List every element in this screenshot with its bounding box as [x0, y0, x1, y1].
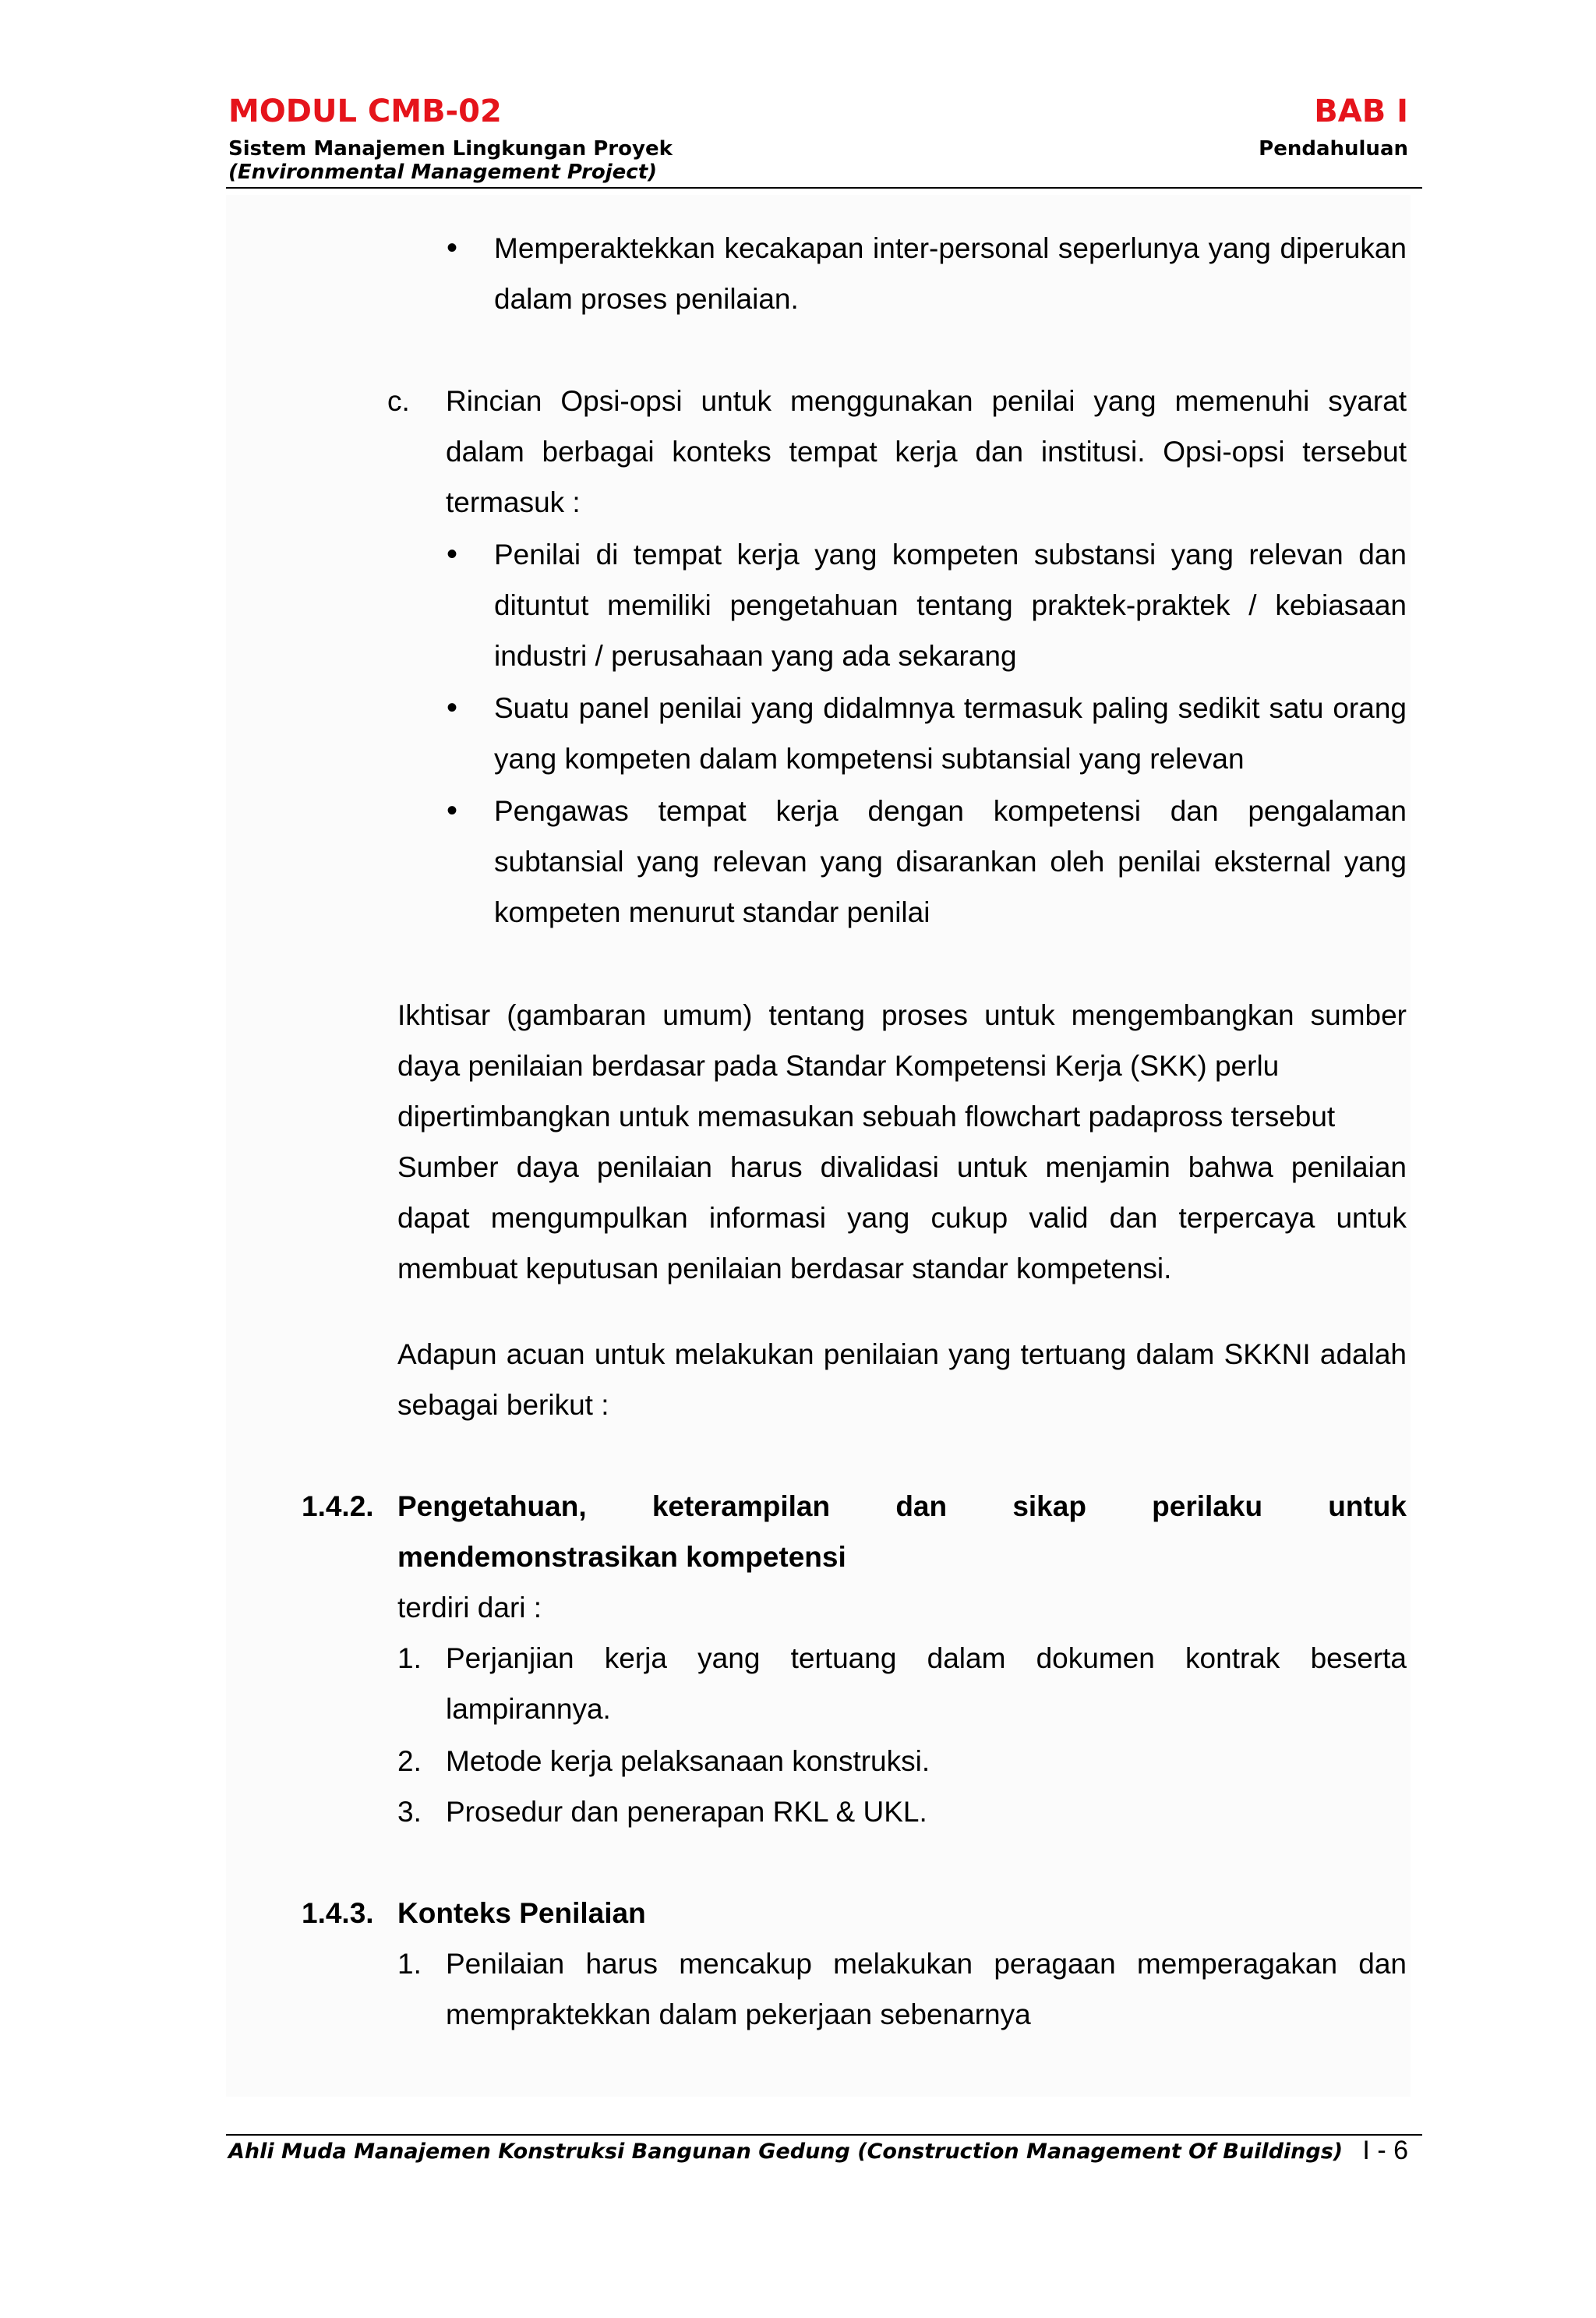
list-number: 2. [397, 1745, 422, 1777]
footer-text: Ahli Muda Manajemen Konstruksi Bangunan Gedung (Construction Management Of Buildings) [228, 2140, 1344, 2164]
bullet-text: Penilai di tempat kerja yang kompeten substansi yang relevan dan dituntut memiliki pengetahuan tentang praktek-praktek / kebiasaan industri / perusahaan yang ada sekarang [494, 539, 1407, 672]
chapter-label: BAB I [1314, 94, 1408, 129]
bullet-marker: • [447, 231, 458, 265]
module-subtitle-english: (Environmental Management Project) [228, 161, 658, 184]
section-title: Pengetahuan, keterampilan dan sikap perilaku untuk mendemonstrasikan kompetensi [397, 1490, 1407, 1573]
bullet-text: Suatu panel penilai yang didalmnya termasuk paling sedikit satu orang yang kompeten dalam kompetensi subtansial yang relevan [494, 692, 1407, 775]
module-title: MODUL CMB-02 [228, 94, 502, 129]
section-number: 1.4.3. [302, 1897, 374, 1929]
section-title: Konteks Penilaian [397, 1897, 646, 1929]
list-label-c: c. [387, 385, 410, 417]
list-text-c: Rincian Opsi-opsi untuk menggunakan penilai yang memenuhi syarat dalam berbagai konteks tempat kerja dan institusi. Opsi-opsi tersebut termasuk : [446, 385, 1407, 518]
paragraph: Sumber daya penilaian harus divalidasi untuk menjamin bahwa penilaian dapat mengumpulkan informasi yang cukup valid dan terpercaya untuk membuat keputusan penilaian berdasar standar kompetensi. [397, 1151, 1407, 1284]
section-intro: terdiri dari : [397, 1592, 542, 1624]
bullet-text: Memperaktekkan kecakapan inter-personal seperlunya yang diperukan dalam proses penilaian. [494, 232, 1407, 315]
module-subtitle: Sistem Manajemen Lingkungan Proyek [228, 137, 673, 161]
bullet-text: Pengawas tempat kerja dengan kompetensi dan pengalaman subtansial yang relevan yang disarankan oleh penilai eksternal yang kompeten menurut standar penilai [494, 795, 1407, 928]
section-number: 1.4.2. [302, 1490, 374, 1522]
chapter-title: Pendahuluan [1259, 137, 1408, 161]
paragraph: Adapun acuan untuk melakukan penilaian yang tertuang dalam SKKNI adalah sebagai berikut : [397, 1338, 1407, 1421]
paragraph: Ikhtisar (gambaran umum) tentang proses untuk mengembangkan sumber daya penilaian berdasar pada Standar Kompetensi Kerja (SKK) perlu [397, 999, 1407, 1082]
list-item-text: Penilaian harus mencakup melakukan peragaan memperagakan dan mempraktekkan dalam pekerjaan sebenarnya [446, 1948, 1407, 2030]
paragraph-line: dipertimbangkan untuk memasukan sebuah flowchart padapross tersebut [397, 1101, 1336, 1132]
list-item-text: Metode kerja pelaksanaan konstruksi. [446, 1745, 930, 1777]
list-number: 1. [397, 1642, 422, 1674]
list-item-text: Perjanjian kerja yang tertuang dalam dokumen kontrak beserta lampirannya. [446, 1642, 1407, 1725]
bullet-marker: • [447, 691, 458, 725]
list-number: 3. [397, 1796, 422, 1828]
footer-divider [226, 2134, 1422, 2136]
list-number: 1. [397, 1948, 422, 1980]
list-item-text: Prosedur dan penerapan RKL & UKL. [446, 1796, 927, 1828]
header-divider [226, 187, 1422, 189]
page-number: I - 6 [1362, 2136, 1408, 2165]
bullet-marker: • [447, 793, 458, 828]
bullet-marker: • [447, 537, 458, 571]
